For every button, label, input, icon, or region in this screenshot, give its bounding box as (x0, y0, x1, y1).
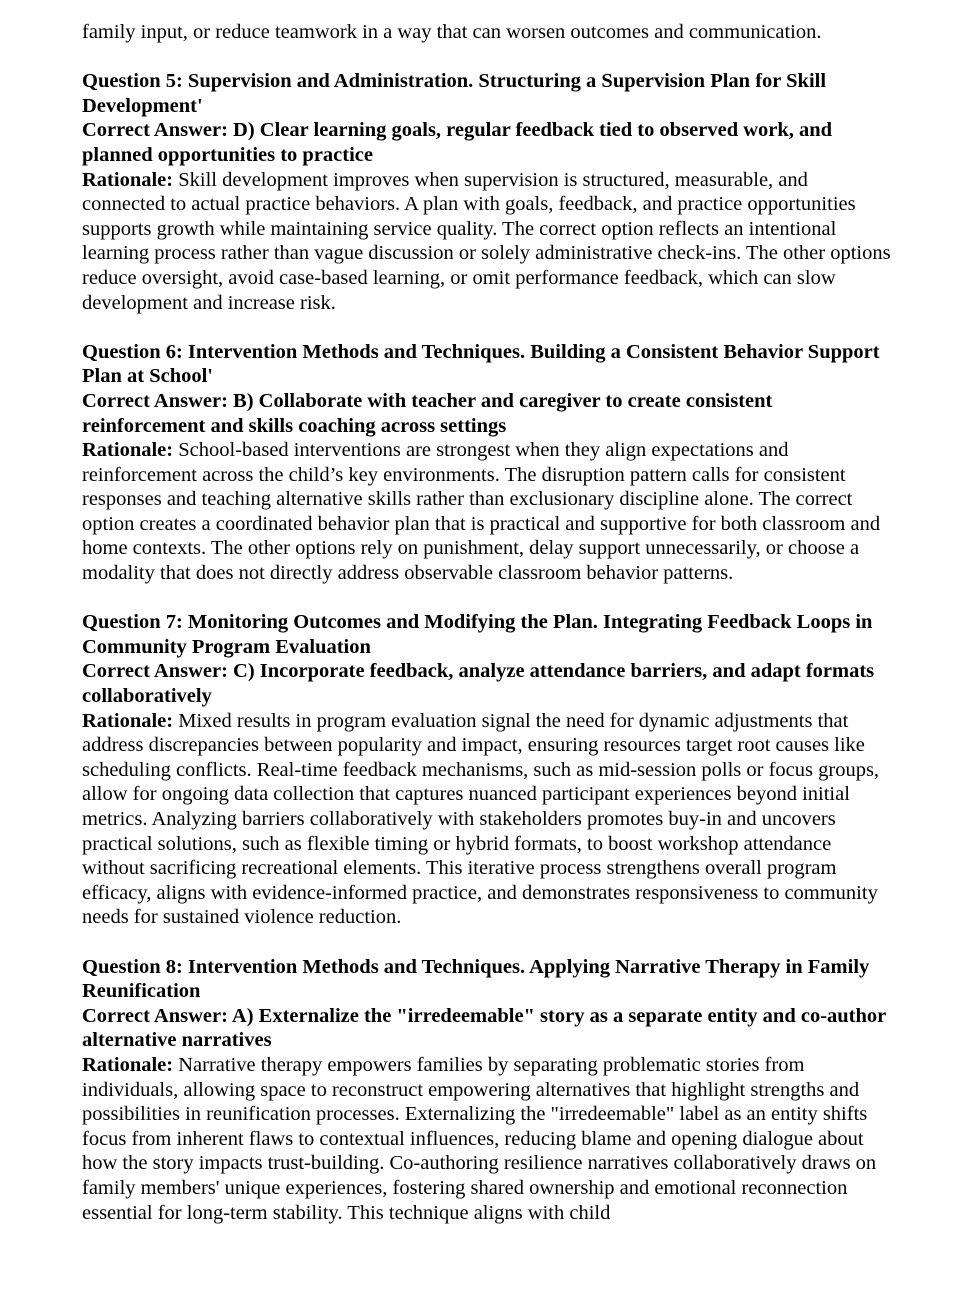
question-block-5 (82, 69, 892, 315)
question-block-8 (82, 955, 892, 1226)
intro-paragraph: family input, or reduce teamwork in a way that can worsen outcomes and communication. (82, 21, 822, 43)
correct-answer: Correct Answer: D) Clear learning goals, regular feedback tied to observed work, and planned opportunities to practice (82, 119, 833, 166)
question-block-6 (82, 340, 892, 586)
question-title: Question 8: Intervention Methods and Techniques. Applying Narrative Therapy in Family Reunification (82, 955, 870, 1003)
rationale-label: Rationale: (82, 168, 174, 191)
rationale-text: Narrative therapy empowers families by separating problematic stories from individuals, allowing space to reconstruct empowering alternatives that highlight strengths and possibilities in reunification processes. Externalizing the "irredeemable" label as an entity shifts focus from inherent flaws to contextual influences, reducing blame and opening dialogue about how the story impacts trust-building. Co-authoring resilience narratives collaboratively draws on family members' unique experiences, fostering shared ownership and emotional reconnection essential for long-term stability. This technique aligns with child (82, 1053, 877, 1224)
rationale-label: Rationale: (82, 709, 174, 732)
rationale-label: Rationale: (82, 1053, 174, 1076)
correct-answer: Correct Answer: C) Incorporate feedback, analyze attendance barriers, and adapt formats collaboratively (82, 660, 875, 708)
correct-answer: Correct Answer: B) Collaborate with teacher and caregiver to create consistent reinforcement and skills coaching across settings (82, 389, 773, 437)
rationale-label: Rationale: (82, 439, 174, 462)
question-title: Question 5: Supervision and Administration. Structuring a Supervision Plan for Skill Development' (82, 70, 827, 117)
rationale-paragraph (82, 438, 892, 586)
question-title: Question 6: Intervention Methods and Techniques. Building a Consistent Behavior Support Plan at School' (82, 340, 880, 388)
rationale-text: Mixed results in program evaluation signal the need for dynamic adjustments that address discrepancies between popularity and impact, ensuring resources target root causes like scheduling conflicts. Real-time feedback mechanisms, such as mid-session polls or focus groups, allow for ongoing data collection that captures nuanced participant experiences beyond initial metrics. Analyzing barriers collaboratively with stakeholders promotes buy-in and uncovers practical solutions, such as flexible timing or hybrid formats, to boost workshop attendance without sacrificing recreational elements. This iterative process strengthens overall program efficacy, aligns with evidence-informed practice, and demonstrates responsiveness to community needs for sustained violence reduction. (82, 709, 880, 929)
question-title: Question 7: Monitoring Outcomes and Modifying the Plan. Integrating Feedback Loops in Community Program Evaluation (82, 611, 873, 658)
rationale-paragraph (82, 709, 892, 930)
correct-answer: Correct Answer: A) Externalize the "irredeemable" story as a separate entity and co-author alternative narratives (82, 1004, 886, 1052)
rationale-paragraph (82, 168, 892, 316)
rationale-text: Skill development improves when supervision is structured, measurable, and connected to actual practice behaviors. A plan with goals, feedback, and practice opportunities supports growth while maintaining service quality. The correct option reflects an intentional learning process rather than vague discussion or solely administrative check-ins. The other options reduce oversight, avoid case-based learning, or omit performance feedback, which can slow development and increase risk. (82, 168, 891, 314)
rationale-paragraph (82, 1053, 892, 1225)
rationale-text: School-based interventions are strongest when they align expectations and reinforcement across the child’s key environments. The disruption pattern calls for consistent responses and teaching alternative skills rather than exclusionary discipline alone. The correct option creates a coordinated behavior plan that is practical and supportive for both classroom and home contexts. The other options rely on punishment, delay support unnecessarily, or choose a modality that does not directly address observable classroom behavior patterns. (82, 439, 881, 585)
question-block-7 (82, 610, 892, 930)
document-page (82, 20, 892, 1225)
